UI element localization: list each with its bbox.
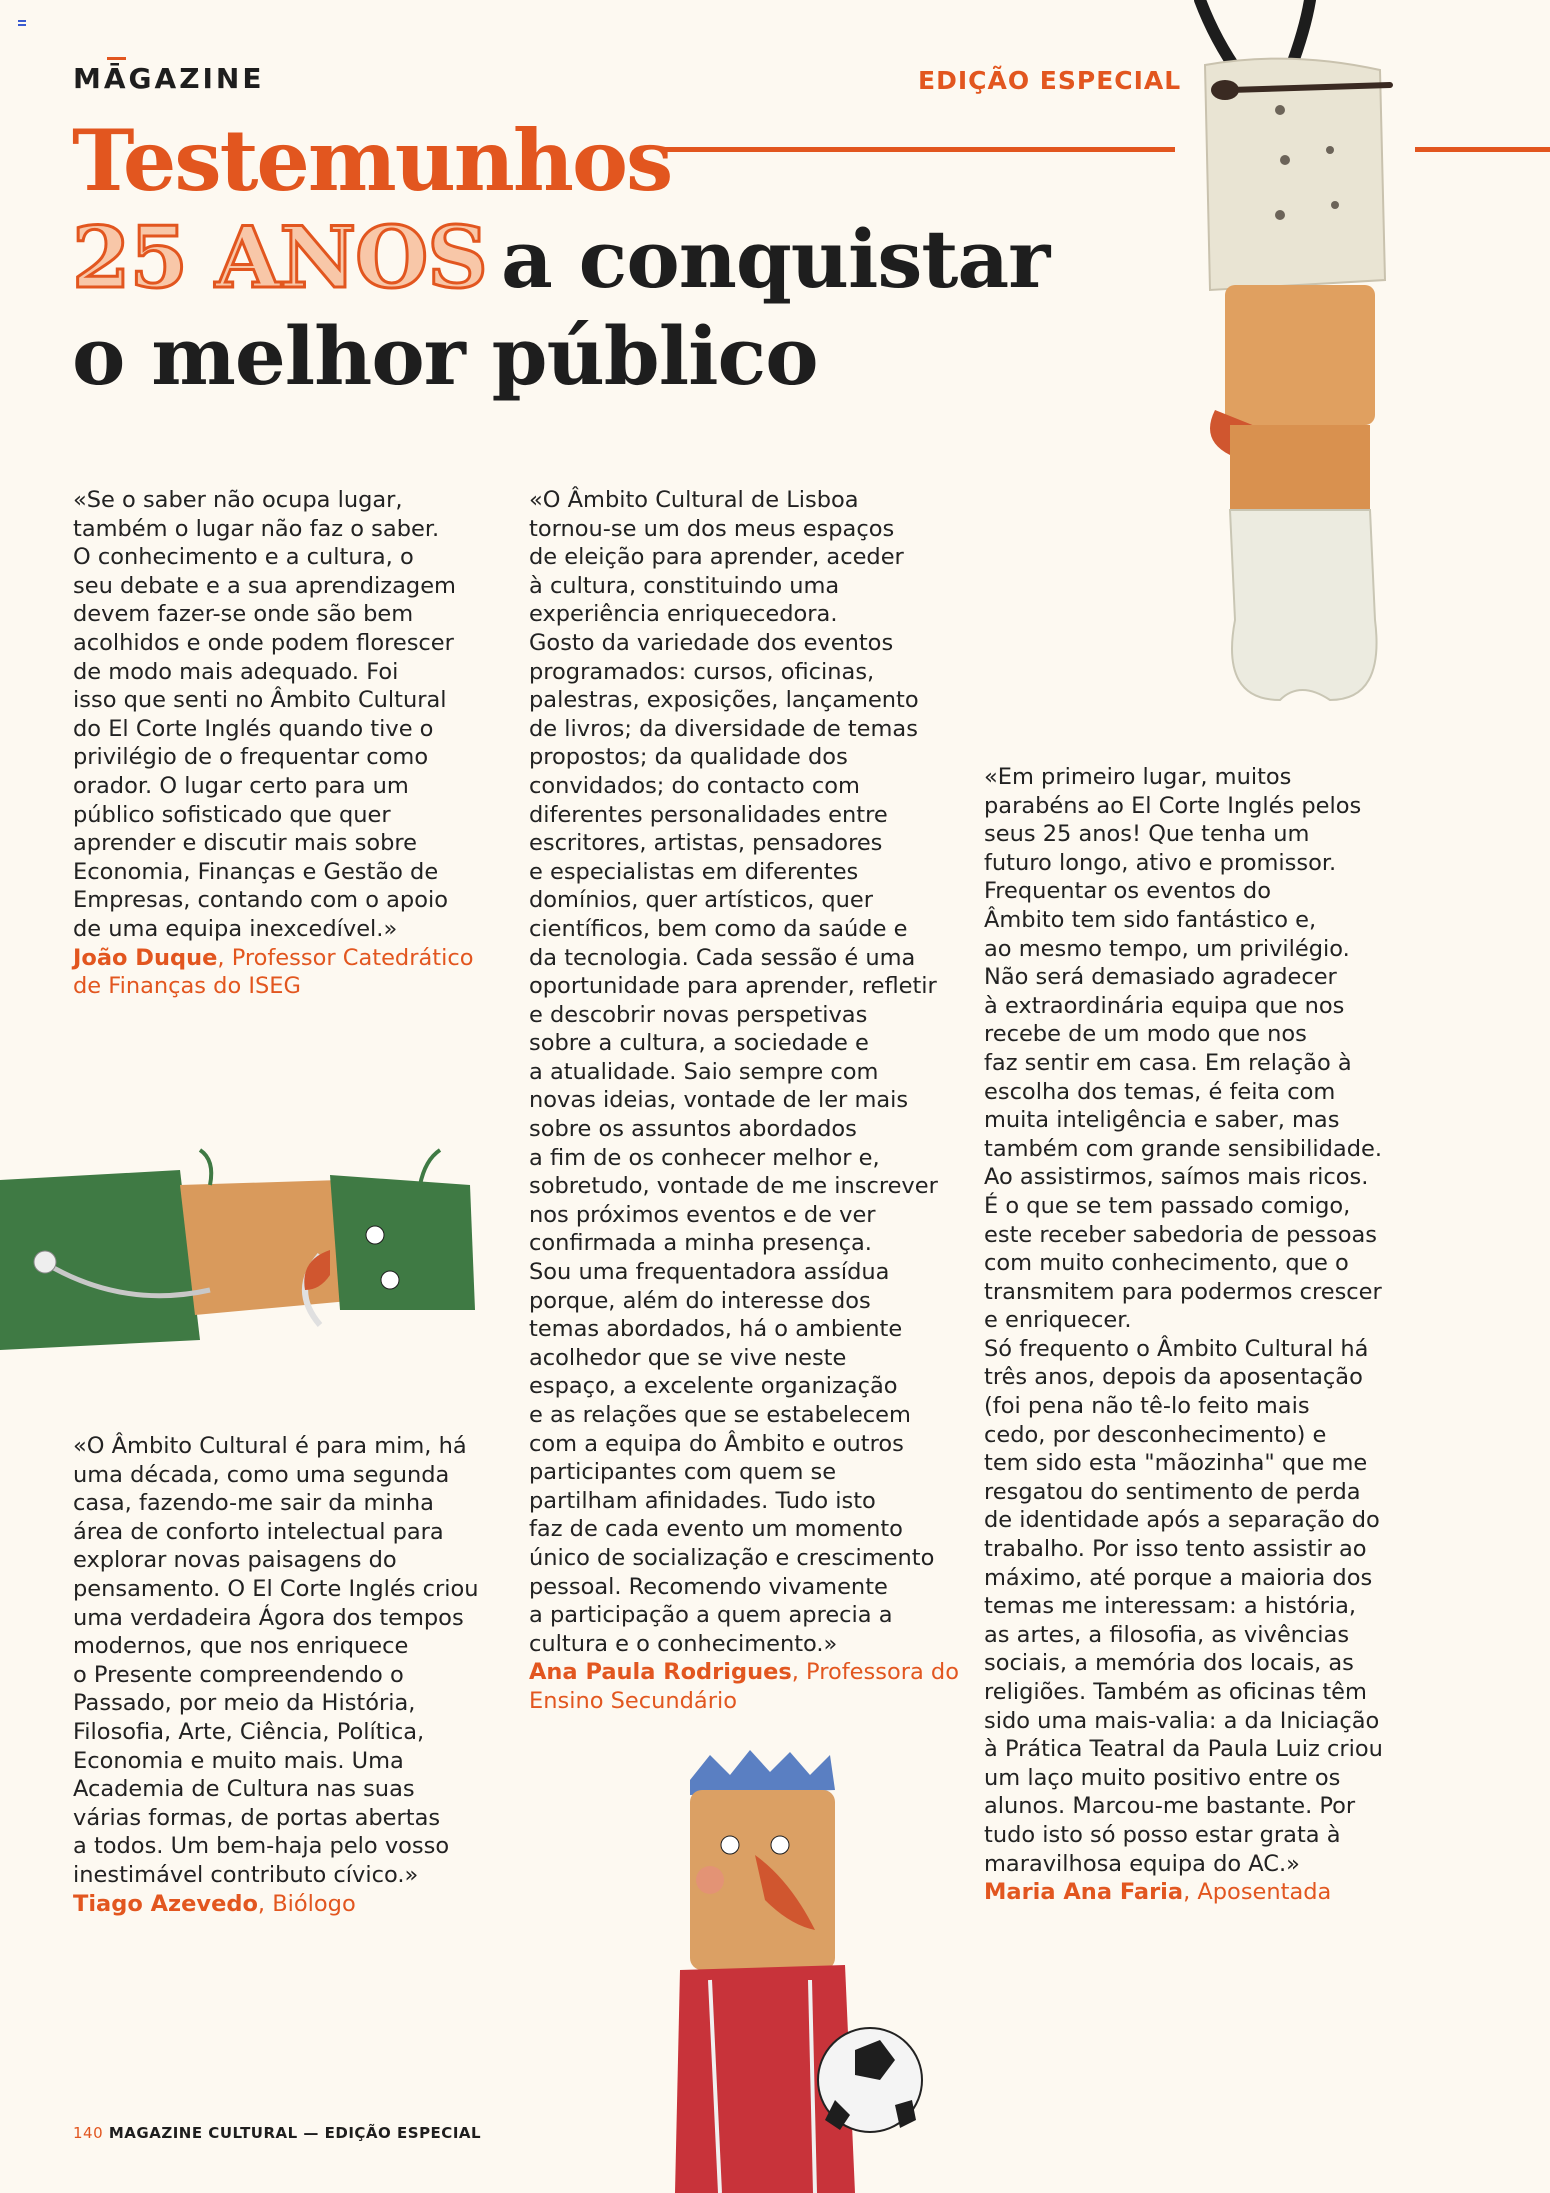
- author-role: , Aposentada: [1183, 1879, 1332, 1906]
- author-name: Ana Paula Rodrigues: [529, 1659, 792, 1686]
- author-name: Tiago Azevedo: [73, 1890, 258, 1917]
- edition-label: EDIÇÃO ESPECIAL: [918, 66, 1182, 95]
- masthead-macron-letter: Ā: [103, 62, 129, 95]
- footer-label: MAGAZINE CULTURAL — EDIÇÃO ESPECIAL: [108, 2124, 482, 2142]
- corner-mark: [18, 20, 26, 26]
- masthead: [73, 62, 264, 95]
- header-rule-right: [1415, 147, 1550, 152]
- testimonial-text: «Se o saber não ocupa lugar, também o lugar não faz o saber. O conhecimento e a cultura, o seu debate e a sua aprendizagem devem fazer-se onde são bem acolhidos e onde podem florescer de modo mais adequado. Foi isso que senti no Âmbito Cultural do El Corte Inglés quando tive o privilégio de o frequentar como orador. O lugar certo para um público sofisticado que quer aprender e discutir mais sobre Economia, Finanças e Gestão de Empresas, contando com o apoio de uma equipa inexcedível.»: [73, 487, 456, 942]
- footballer-figure-illustration: [650, 1750, 930, 2193]
- author-name: Maria Ana Faria: [984, 1879, 1184, 1906]
- title-line-2: [72, 209, 1049, 308]
- author-name: João Duque: [73, 944, 218, 971]
- testimonial-signature: [73, 944, 503, 1001]
- title-highlight: 25 ANOS: [72, 208, 487, 307]
- testimonial-joao-duque: [73, 486, 503, 1001]
- testimonial-ana-paula-rodrigues: [529, 486, 969, 1716]
- testimonial-text: «O Âmbito Cultural é para mim, há uma década, como uma segunda casa, fazendo-me sair da minha área de conforto intelectual para explorar novas paisagens do pensamento. O El Corte Inglés criou uma verdadeira Ágora dos tempos modernos, que nos enriquece o Presente compreendendo o Passado, por meio da História, Filosofia, Arte, Ciência, Política, Economia e muito mais. Uma Academia de Cultura nas suas várias formas, de portas abertas a todos. Um bem-haja pelo vosso inestimável contributo cívico.»: [73, 1433, 479, 1888]
- masthead-letter: M: [73, 62, 104, 95]
- testimonial-signature: [529, 1658, 969, 1715]
- testimonial-signature: [73, 1890, 503, 1919]
- author-role: , Biólogo: [257, 1890, 356, 1917]
- author-role: , Professora do Ensino Secundário: [529, 1659, 959, 1714]
- author-role: , Professor Catedrático de Finanças do ISEG: [73, 944, 474, 1000]
- chef-figure-illustration: [1170, 0, 1420, 720]
- testimonial-text: «Em primeiro lugar, muitos parabéns ao El Corte Inglés pelos seus 25 anos! Que tenha um futuro longo, ativo e promissor. Frequentar os eventos do Âmbito tem sido fantástico e, ao mesmo tempo, um privilégio. Não será demasiado agradecer à extraordinária equipa que nos recebe de um modo que nos faz sentir em casa. Em relação à escolha dos temas, é feita com muita inteligência e saber, mas também com grande sensibilidade. Ao assistirmos, saímos mais ricos. É o que se tem passado comigo, este receber sabedoria de pessoas com muito conhecimento, que o transmitem para podermos crescer e enriquecer. Só frequento o Âmbito Cultural há três anos, depois da aposentação (foi pena não tê-lo feito mais cedo, por desconhecimento) e tem sido esta "mãozinha" que me resgatou do sentimento de perda de identidade após a separação do trabalho. Por isso tento assistir ao máximo, até porque a maioria dos temas me interessam: a história, as artes, a filosofia, as vivências sociais, a memória dos locais, as religiões. Também as oficinas têm sido uma mais-valia: a da Iniciação à Prática Teatral da Paula Luiz criou um laço muito positivo entre os alunos. Marcou-me bastante. Por tudo isto só posso estar grata à maravilhosa equipa do AC.»: [984, 764, 1383, 1877]
- page-footer: [73, 2124, 481, 2142]
- testimonial-signature: [984, 1878, 1424, 1907]
- testimonial-maria-ana-faria: [984, 763, 1424, 1907]
- testimonial-text: «O Âmbito Cultural de Lisboa tornou-se um dos meus espaços de eleição para aprender, aceder à cultura, constituindo uma experiência enriquecedora. Gosto da variedade dos eventos programados: cursos, oficinas, palestras, exposições, lançamento de livros; da diversidade de temas propostos; da qualidade dos convidados; do contacto com diferentes personalidades entre escritores, artistas, pensadores e especialistas em diferentes domínios, quer artísticos, quer científicos, bem como da saúde e da tecnologia. Cada sessão é uma oportunidade para aprender, refletir e descobrir novas perspetivas sobre a cultura, a sociedade e a atualidade. Saio sempre com novas ideias, vontade de ler mais sobre os assuntos abordados a fim de os conhecer melhor e, sobretudo, vontade de me inscrever nos próximos eventos e de ver confirmada a minha presença. Sou uma frequentadora assídua porque, além do interesse dos temas abordados, há o ambiente acolhedor que se vive neste espaço, a excelente organização e as relações que se estabelecem com a equipa do Âmbito e outros participantes com quem se partilham afinidades. Tudo isto faz de cada evento um momento único de socialização e crescimento pessoal. Recomendo vivamente a participação a quem aprecia a cultura e o conhecimento.»: [529, 487, 938, 1657]
- page-title: [72, 112, 1049, 405]
- masthead-rest: GAZINE: [128, 62, 265, 95]
- title-line-1: Testemunhos: [72, 111, 672, 210]
- testimonial-tiago-azevedo: [73, 1432, 503, 1918]
- page-number: 140: [73, 2124, 104, 2142]
- doctor-figure-illustration: [0, 1140, 490, 1370]
- title-line-2-rest: a conquistar: [500, 212, 1050, 306]
- title-line-3: o melhor público: [72, 309, 818, 403]
